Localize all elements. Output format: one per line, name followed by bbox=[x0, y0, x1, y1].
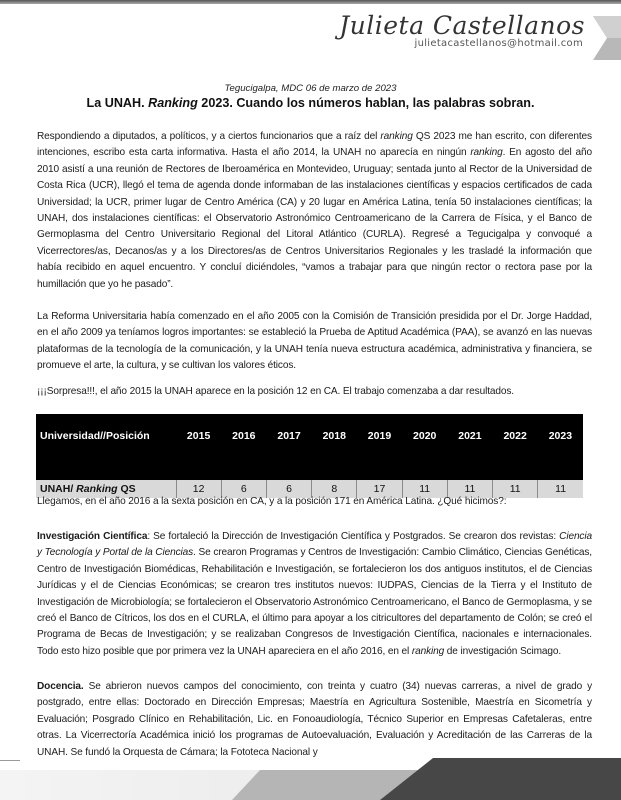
header-year: 2016 bbox=[221, 414, 266, 458]
position-cell: 11 bbox=[493, 480, 538, 498]
position-cell: 11 bbox=[402, 480, 447, 498]
header-year: 2017 bbox=[266, 414, 311, 458]
section-heading: Docencia. bbox=[37, 681, 84, 692]
paragraph-docencia bbox=[37, 679, 592, 761]
chevron-decoration-icon bbox=[593, 16, 621, 60]
header-year: 2018 bbox=[312, 414, 357, 458]
text-run-italic: ranking bbox=[380, 131, 413, 142]
row-label-text: QS bbox=[117, 483, 136, 495]
position-cell: 11 bbox=[538, 480, 583, 498]
text-run: : Se fortaleció la Dirección de Investigación Científica y Postgrados. Se crearon dos revistas: bbox=[147, 531, 560, 542]
dateline: Tegucigalpa, MDC 06 de marzo de 2023 bbox=[224, 83, 397, 94]
paragraph-llegamos: Llegamos, en el año 2016 a la sexta posición en CA, y a la posición 171 en América Latina. ¿Qué hicimos?: bbox=[37, 496, 507, 507]
ranking-table bbox=[36, 414, 583, 498]
title-part: 2023. Cuando los números hablan, las palabras sobran. bbox=[197, 96, 535, 110]
text-run: Se abrieron nuevos campos del conocimiento, con treinta y cuatro (34) nuevas carreras, a nivel de grado y postgrado, entre ellas: Doctorado en Dirección Empresas; Maestría en Agricultura Sostenible, Maestría en Sicometría y Evaluación; Posgrado Clínico en Rehabilitación, Lic. en Fonoaudiología, Técnico Superior en Empresas Cafetaleras, entre otras. La Vicerrectoría Académica inició los programas de Autoevaluación, Evaluación y Acreditación de las Carreras de la UNAH. Se fundó la Orquesta de Cámara; la Fototeca Nacional y bbox=[37, 681, 592, 758]
top-border-rule bbox=[0, 0, 621, 4]
footer-dark-shape bbox=[380, 758, 621, 800]
position-cell: 6 bbox=[221, 480, 266, 498]
section-heading: Investigación Científica bbox=[37, 531, 148, 542]
position-cell: 12 bbox=[176, 480, 221, 498]
text-run: de investigación Scimago. bbox=[444, 645, 562, 657]
letterhead-email: julietacastellanos@hotmail.com bbox=[414, 38, 583, 49]
text-run-italic: Ciencia y Tecnología y Portal de la Ciencias bbox=[37, 531, 592, 559]
header-year: 2023 bbox=[538, 414, 583, 458]
paragraph-reforma: La Reforma Universitaria había comenzado en el año 2005 con la Comisión de Transición presidida por el Dr. Jorge Haddad, en el año 2009 ya teníamos logros importantes: se estableció la Prueba de Aptitud Académica (PAA), se avanzó en las nuevas plataformas de la tecnología de la comunicación, y la UNAH tenía nueva estructura académica, administrativa y financiera, se promueve el arte, la cultura, y se cultivan los valores éticos. bbox=[37, 311, 592, 372]
position-cell: 6 bbox=[266, 480, 311, 498]
text-run-italic: ranking bbox=[411, 645, 445, 657]
row-label-text: UNAH/ bbox=[40, 483, 77, 495]
position-cell: 11 bbox=[447, 480, 492, 498]
position-cell: 17 bbox=[357, 480, 402, 498]
text-run: QS 2023 me han escrito, con diferentes intenciones, escribo esta carta informativa. Hasta el año 2014, la UNAH no aparecía en ningún bbox=[37, 131, 592, 159]
text-run-italic: ranking bbox=[470, 147, 503, 159]
title-part: La UNAH. bbox=[86, 96, 149, 110]
title-italic: Ranking bbox=[148, 96, 198, 110]
header-university-position: Universidad//Posición bbox=[36, 414, 176, 458]
paragraph-intro bbox=[37, 129, 592, 293]
header-year: 2019 bbox=[357, 414, 402, 458]
table-spacer-row bbox=[36, 458, 583, 480]
letterhead bbox=[339, 12, 585, 49]
paragraph-investigacion bbox=[37, 529, 592, 660]
text-run: . Se crearon Programas y Centros de Investigación: Cambio Climático, Ciencias Genéticas, Centro de Investigación Biomédicas, Rehabilitación e Investigación, se fortalecieron los dos antiguos institutos, el de Ciencias Jurídicas y el de Ciencias Económicas; se crearon tres institutos nuevos: IUDPAS, Ciencias de la Tierra y el Instituto de Investigación de Microbiología; se fortalecieron el Observatorio Astronómico Centroamericano, el Banco de Germoplasma, y se creó el Banco de Cítricos, los dos en el CURLA, el último para apoyar a los citricultores del departamento de Colón; se creó el Programa de Becas de Investigación; y se realizaban Congresos de Investigación Científica, nacionales e internacionales. Todo esto hizo posible que por primera vez la UNAH apareciera en el año 2016, en el bbox=[37, 547, 592, 657]
row-label-italic: Ranking bbox=[76, 483, 118, 495]
header-year: 2021 bbox=[447, 414, 492, 458]
text-run: Respondiendo a diputados, a políticos, y a ciertos funcionarios que a raíz del bbox=[37, 131, 381, 142]
header-year: 2015 bbox=[176, 414, 221, 458]
header-year: 2022 bbox=[493, 414, 538, 458]
letterhead-name: Julieta Castellanos bbox=[339, 11, 585, 40]
header-year: 2020 bbox=[402, 414, 447, 458]
text-run: . En agosto del año 2010 asistí a una reunión de Rectores de Iberoamérica en Montevideo, Uruguay; sentada junto al Rector de la Universidad de Costa Rica (UCR), llegó el tema de agenda donde informaban de las instalaciones científicas y espacios certificados de cada Universidad; la UCR, primer lugar de Centro América (CA) y 20 lugar en América Latina, tenía 50 instalaciones científicas; la UNAH, dos instalaciones científicas: el Observatorio Astronómico Centroamericano de la Carrera de Física, y el Banco de Germoplasma del Centro Universitario Regional del Litoral Atlántico (CURLA). Regresé a Tegucigalpa y convoqué a Vicerrectores/as, Decanos/as y a los Directores/as de Centros Universitarios Regionales y les trasladé la información que había recibido en aquel encuentro. Y concluí diciéndoles, “vamos a trabajar para que ningún rector o rectora pase por la humillación que yo he pasado”. bbox=[37, 147, 592, 290]
paragraph-sorpresa: ¡¡¡Sorpresa!!!, el año 2015 la UNAH aparece en la posición 12 en CA. El trabajo comenzaba a dar resultados. bbox=[37, 386, 514, 397]
ranking-table-header-row bbox=[36, 414, 583, 458]
footer-rule bbox=[0, 760, 20, 761]
position-cell: 8 bbox=[312, 480, 357, 498]
page-title bbox=[0, 96, 621, 110]
